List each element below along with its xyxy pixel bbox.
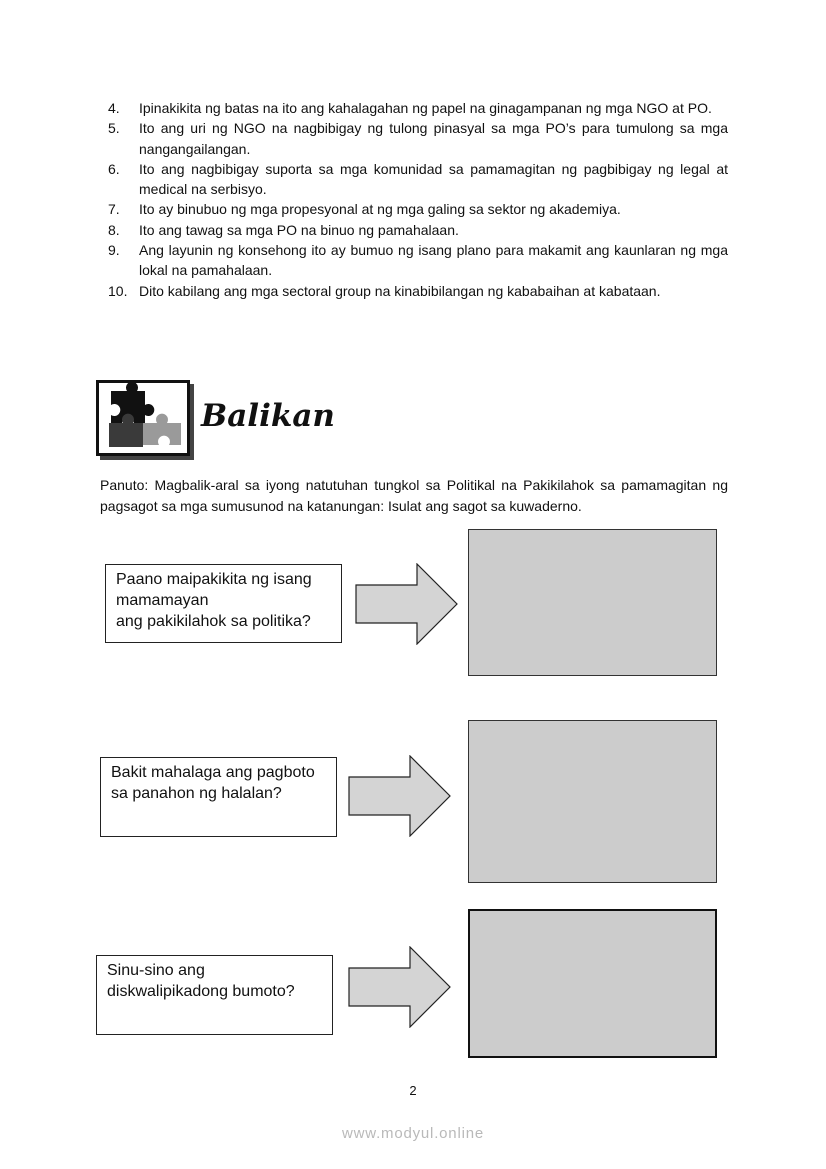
item-number: 9. [108,242,120,259]
item-text: Ipinakikita ng batas na ito ang kahalagahan ng papel na ginagampanan ng mga NGO at PO. [139,100,712,116]
list-item [108,98,728,118]
question-line: mamamayan [116,592,209,609]
question-line: Paano maipakikita ng isang [116,571,312,588]
item-number: 6. [108,160,120,177]
right-arrow-icon [348,946,452,1028]
item-text: Ito ang nagbibigay suporta sa mga komunidad sa pamamagitan ng pagbibigay ng legal at medical na serbisyo. [139,160,728,198]
list-item [108,240,728,281]
item-number: 4. [108,100,120,116]
puzzle-icon [96,380,190,456]
question-line: Bakit mahalaga ang pagboto [111,764,315,781]
question-box [105,564,342,643]
list-item [108,118,728,159]
question-line: ang pakikilahok sa politika? [116,613,311,630]
item-text: Ito ay binubuo ng mga propesyonal at ng mga galing sa sektor ng akademiya. [139,201,621,218]
right-arrow-icon [348,755,452,837]
list-item [108,281,728,301]
item-text: Ito ang uri ng NGO na nagbibigay ng tulong pinasyal sa mga PO’s para tumulong sa mga nangangailangan. [139,120,728,157]
item-text: Ito ang tawag sa mga PO na binuo ng pamahalaan. [139,221,459,238]
item-text: Ang layunin ng konsehong ito ay bumuo ng isang plano para makamit ang kaunlaran ng mga lokal na pamahalaan. [139,242,728,279]
answer-box[interactable] [468,529,717,676]
list-item [108,159,728,200]
question-list [108,98,728,301]
answer-box[interactable] [468,720,717,883]
item-number: 10. [108,282,128,299]
question-line: diskwalipikadong bumoto? [107,983,295,1000]
section-title: Balikan [201,398,335,434]
item-number: 8. [108,221,120,238]
question-box [96,955,333,1035]
watermark: www.modyul.online [342,1125,484,1142]
answer-box[interactable] [468,909,717,1058]
page-number: 2 [409,1083,417,1098]
instructions: Panuto: Magbalik-aral sa iyong natutuhan tungkol sa Politikal na Pakikilahok sa pamamagitan ng pagsagot sa mga sumusunod na katanungan: Isulat ang sagot sa kuwaderno. [100,477,728,514]
question-box [100,757,337,837]
question-line: Sinu-sino ang [107,962,205,979]
item-number: 7. [108,201,120,218]
question-line: sa panahon ng halalan? [111,785,282,802]
list-item [108,220,728,240]
list-item [108,199,728,219]
item-number: 5. [108,120,120,137]
item-text: Dito kabilang ang mga sectoral group na kinabibilangan ng kababaihan at kabataan. [139,282,661,299]
right-arrow-icon [355,563,459,645]
